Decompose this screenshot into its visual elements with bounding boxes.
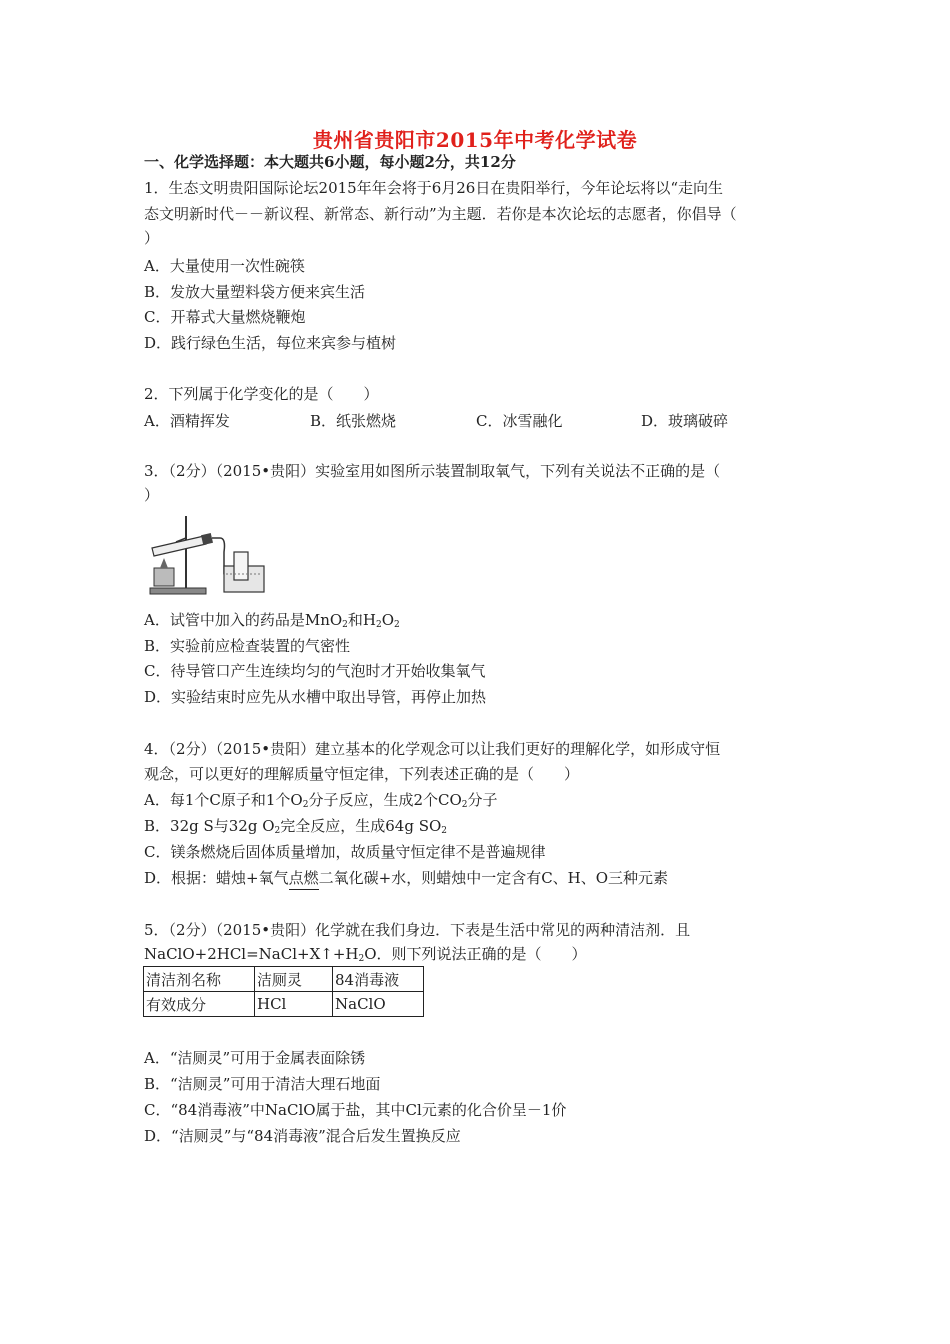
oxygen-apparatus-figure — [146, 512, 266, 596]
q1-stem-line1: 1．生态文明贵阳国际论坛2015年年会将于6月26日在贵阳举行，今年论坛将以“走向生 — [144, 179, 724, 197]
q4-option-c: C．镁条燃烧后固体质量增加，故质量守恒定律不是普遍规律 — [144, 843, 546, 861]
q5-option-c: C．“84消毒液”中NaClO属于盐，其中Cl元素的化合价呈－1价 — [144, 1101, 567, 1119]
q5-stem-line2: $NaClO+2HCl=NaCl+X↑+H_2O$．则下列说法正确的是（ ） — [144, 945, 587, 964]
table-row — [144, 992, 424, 1017]
q2-option-c: C．冰雪融化 — [476, 412, 563, 430]
q5-option-d: D．“洁厕灵”与“84消毒液”混合后发生置换反应 — [144, 1127, 461, 1145]
q2-stem: 2．下列属于化学变化的是（ ） — [144, 385, 379, 403]
q1-option-c: C．开幕式大量燃烧鞭炮 — [144, 308, 306, 326]
q1-option-d: D．践行绿色生活，每位来宾参与植树 — [144, 334, 397, 352]
q4-option-b: B．32g S与32g $O_2$完全反应，生成64g $SO_2$ — [144, 817, 448, 836]
q3-option-b: B．实验前应检查装置的气密性 — [144, 637, 351, 655]
q5-option-b: B．“洁厕灵”可用于清洁大理石地面 — [144, 1075, 381, 1093]
q3-option-d: D．实验结束时应先从水槽中取出导管，再停止加热 — [144, 688, 487, 706]
exam-title: 贵州省贵阳市2015年中考化学试卷 — [312, 128, 638, 152]
q4-option-d: D．根据：蜡烛+氧气点燃 二氧化碳+水，则蜡烛中一定含有C、H、O三种元素 — [144, 868, 668, 888]
q1-option-b: B．发放大量塑料袋方便来宾生活 — [144, 283, 366, 301]
q4-stem-line1: 4．（2分）（2015•贵阳）建立基本的化学观念可以让我们更好的理解化学，如形成守恒 — [144, 740, 721, 758]
q1-stem-line2: 态文明新时代－－新议程、新常态、新行动”为主题．若你是本次论坛的志愿者，你倡导（ — [144, 205, 737, 223]
section-header: 一、化学选择题：本大题共6小题，每小题2分，共12分 — [144, 153, 516, 171]
q4-option-a: A．每1个C原子和1个$O_2$分子反应，生成2个$CO_2$分子 — [144, 791, 498, 810]
q1-stem-line3: ） — [144, 229, 160, 247]
q4-stem-line2: 观念，可以更好的理解质量守恒定律，下列表述正确的是（ ） — [144, 765, 580, 783]
reaction-arrow-line — [289, 889, 319, 890]
q5-option-a: A．“洁厕灵”可用于金属表面除锈 — [144, 1049, 366, 1067]
q2-option-d: D．玻璃破碎 — [641, 412, 729, 430]
q3-stem-line2: ） — [144, 486, 160, 504]
q3-option-c: C．待导管口产生连续均匀的气泡时才开始收集氧气 — [144, 662, 486, 680]
table-cell: 清洁剂名称 — [144, 967, 255, 992]
reaction-condition-arrow: 点燃 — [289, 868, 319, 888]
q5-stem-line1: 5．（2分）（2015•贵阳）化学就在我们身边．下表是生活中常见的两种清洁剂．且 — [144, 921, 691, 939]
q3-option-a: A．试管中加入的药品是MnO$_2$和$H_2O_2$ — [144, 611, 400, 630]
table-cell: 洁厕灵 — [255, 967, 333, 992]
table-cell: 84消毒液 — [333, 967, 424, 992]
table-row — [144, 967, 424, 992]
q2-option-a: A．酒精挥发 — [144, 412, 230, 430]
q2-option-b: B．纸张燃烧 — [310, 412, 397, 430]
table-cell: NaClO — [333, 992, 424, 1017]
cleaner-table — [143, 966, 424, 1017]
table-cell: HCl — [255, 992, 333, 1017]
q1-option-a: A．大量使用一次性碗筷 — [144, 257, 305, 275]
table-cell: 有效成分 — [144, 992, 255, 1017]
q3-stem-line1: 3．（2分）（2015•贵阳）实验室用如图所示装置制取氧气，下列有关说法不正确的是（ — [144, 462, 721, 480]
